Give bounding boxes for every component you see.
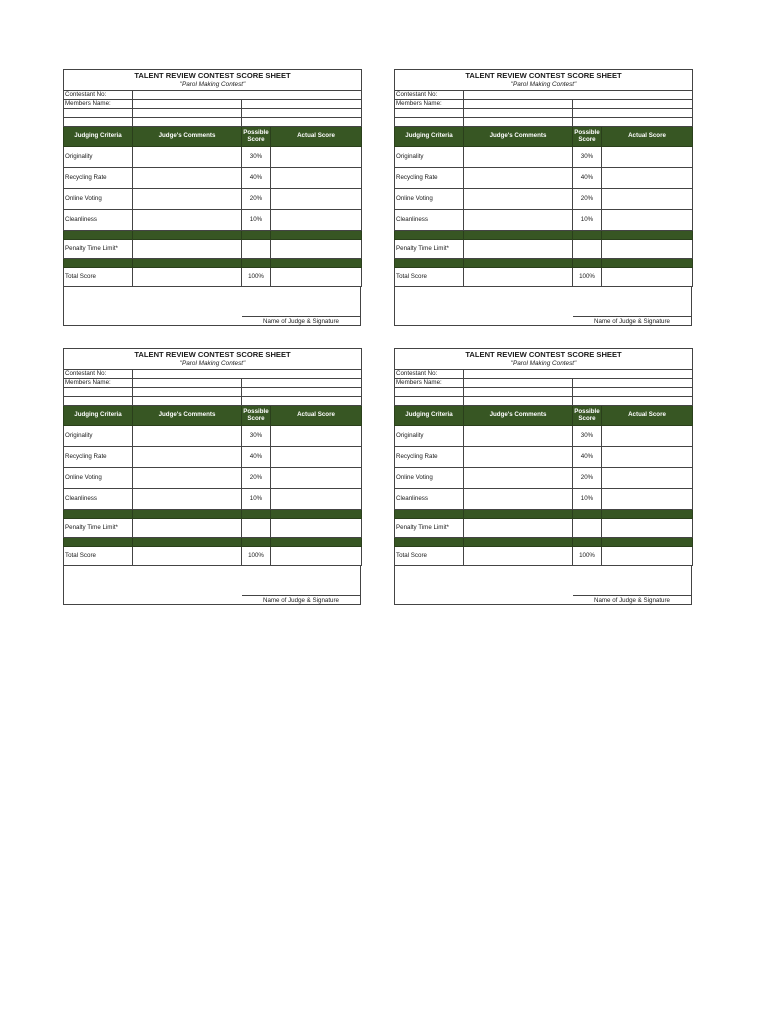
criteria-row [64,210,362,231]
header-possible-score: Possible Score [573,406,602,426]
signature-label: Name of Judge & Signature [593,596,670,604]
penalty-comment-field[interactable] [133,519,242,538]
criteria-name: Recycling Rate [395,168,464,189]
members-name-field[interactable] [464,100,573,109]
actual-score-field[interactable] [602,168,693,189]
signature-label: Name of Judge & Signature [262,596,339,604]
criteria-row [395,468,693,489]
criteria-name: Originality [395,147,464,168]
members-name-field[interactable] [133,100,242,109]
score-table [63,69,362,287]
total-label: Total Score [64,268,133,287]
comment-field[interactable] [133,210,242,231]
score-sheet [394,69,692,326]
members-name-field-3[interactable] [133,118,242,127]
criteria-name: Originality [395,426,464,447]
criteria-row [395,147,693,168]
members-name-field-3-extra[interactable] [573,118,693,127]
contestant-no-label: Contestant No: [64,370,133,379]
green-separator [64,259,362,268]
criteria-name: Online Voting [64,468,133,489]
green-separator [395,259,693,268]
possible-score: 40% [242,168,271,189]
signature-line[interactable] [242,316,360,317]
members-name-label: Members Name: [64,379,133,388]
members-name-field-2[interactable] [464,388,573,397]
header-possible-score: Possible Score [242,127,271,147]
green-separator [64,510,362,519]
penalty-comment-field[interactable] [464,240,573,259]
comment-field[interactable] [464,168,573,189]
comment-field[interactable] [133,426,242,447]
sheet-title: TALENT REVIEW CONTEST SCORE SHEET [395,349,693,361]
possible-score: 40% [573,447,602,468]
contestant-no-field[interactable] [133,370,362,379]
sheet-subtitle: "Parol Making Contest" [64,81,362,91]
blank-cell [395,388,464,397]
criteria-row [64,489,362,510]
criteria-name: Recycling Rate [64,447,133,468]
members-name-field-2-extra[interactable] [573,388,693,397]
score-table [394,348,693,566]
criteria-name: Cleanliness [64,210,133,231]
criteria-row [64,447,362,468]
actual-score-field[interactable] [271,210,362,231]
signature-area [394,566,692,605]
members-name-field-3-extra[interactable] [573,397,693,406]
members-name-field-3-extra[interactable] [242,118,362,127]
comment-field[interactable] [464,447,573,468]
members-name-field-2[interactable] [133,109,242,118]
criteria-name: Online Voting [64,189,133,210]
members-name-field-2-extra[interactable] [573,109,693,118]
comment-field[interactable] [133,489,242,510]
total-label: Total Score [395,268,464,287]
actual-score-field[interactable] [602,210,693,231]
members-name-field-2-extra[interactable] [242,109,362,118]
blank-cell [64,118,133,127]
actual-score-field[interactable] [602,447,693,468]
total-actual-field[interactable] [271,547,362,566]
members-name-field-2-extra[interactable] [242,388,362,397]
possible-score: 20% [242,189,271,210]
comment-field[interactable] [133,147,242,168]
penalty-possible [573,519,602,538]
criteria-row [395,426,693,447]
header-possible-score: Possible Score [573,127,602,147]
comment-field[interactable] [464,147,573,168]
green-separator [64,231,362,240]
actual-score-field[interactable] [271,468,362,489]
total-actual-field[interactable] [271,268,362,287]
criteria-row [395,189,693,210]
comment-field[interactable] [133,189,242,210]
header-actual-score: Actual Score [271,127,362,147]
total-actual-field[interactable] [602,547,693,566]
criteria-row [64,189,362,210]
score-sheet [394,348,692,605]
members-name-field-2[interactable] [133,388,242,397]
total-possible: 100% [242,268,271,287]
contestant-no-label: Contestant No: [64,91,133,100]
possible-score: 30% [573,426,602,447]
comment-field[interactable] [464,189,573,210]
total-label: Total Score [64,547,133,566]
members-name-field-extra[interactable] [573,100,693,109]
penalty-label: Penalty Time Limit* [64,519,133,538]
header-judging-criteria: Judging Criteria [64,127,133,147]
actual-score-field[interactable] [602,468,693,489]
header-judges-comments: Judge's Comments [133,127,242,147]
penalty-possible [573,240,602,259]
penalty-possible [242,240,271,259]
contestant-no-label: Contestant No: [395,370,464,379]
criteria-row [64,147,362,168]
members-name-label: Members Name: [64,100,133,109]
total-comment-field[interactable] [133,268,242,287]
total-label: Total Score [395,547,464,566]
members-name-field-extra[interactable] [242,379,362,388]
possible-score: 10% [573,489,602,510]
header-actual-score: Actual Score [271,406,362,426]
sheet-subtitle: "Parol Making Contest" [395,360,693,370]
score-table [63,348,362,566]
possible-score: 10% [242,489,271,510]
score-sheet [63,348,361,605]
contestant-no-field[interactable] [133,91,362,100]
green-separator [395,510,693,519]
members-name-field-3[interactable] [133,397,242,406]
comment-field[interactable] [464,210,573,231]
total-row [395,547,693,566]
header-judging-criteria: Judging Criteria [395,406,464,426]
header-actual-score: Actual Score [602,406,693,426]
blank-cell [395,109,464,118]
actual-score-field[interactable] [602,489,693,510]
green-separator [64,538,362,547]
header-judges-comments: Judge's Comments [464,127,573,147]
members-name-field-2[interactable] [464,109,573,118]
possible-score: 30% [242,147,271,168]
green-separator [395,231,693,240]
penalty-possible [242,519,271,538]
possible-score: 30% [242,426,271,447]
sheet-title: TALENT REVIEW CONTEST SCORE SHEET [395,70,693,82]
signature-line[interactable] [573,316,691,317]
criteria-name: Online Voting [395,189,464,210]
actual-score-field[interactable] [271,489,362,510]
penalty-label: Penalty Time Limit* [395,519,464,538]
penalty-label: Penalty Time Limit* [395,240,464,259]
penalty-row [395,519,693,538]
actual-score-field[interactable] [602,426,693,447]
blank-cell [64,109,133,118]
members-name-field[interactable] [133,379,242,388]
criteria-name: Online Voting [395,468,464,489]
comment-field[interactable] [133,468,242,489]
sheet-title: TALENT REVIEW CONTEST SCORE SHEET [64,70,362,82]
total-comment-field[interactable] [464,268,573,287]
signature-area [394,287,692,326]
penalty-actual-field[interactable] [602,240,693,259]
actual-score-field[interactable] [271,426,362,447]
members-name-field-extra[interactable] [573,379,693,388]
possible-score: 10% [242,210,271,231]
blank-cell [395,397,464,406]
criteria-name: Originality [64,147,133,168]
criteria-row [64,468,362,489]
total-possible: 100% [242,547,271,566]
possible-score: 40% [242,447,271,468]
penalty-row [64,519,362,538]
header-judges-comments: Judge's Comments [133,406,242,426]
criteria-row [395,489,693,510]
possible-score: 30% [573,147,602,168]
sheet-subtitle: "Parol Making Contest" [64,360,362,370]
score-table [394,69,693,287]
comment-field[interactable] [464,468,573,489]
total-actual-field[interactable] [602,268,693,287]
header-judging-criteria: Judging Criteria [395,127,464,147]
blank-cell [395,118,464,127]
penalty-row [64,240,362,259]
possible-score: 20% [573,468,602,489]
sheet-subtitle: "Parol Making Contest" [395,81,693,91]
total-possible: 100% [573,268,602,287]
penalty-actual-field[interactable] [602,519,693,538]
total-comment-field[interactable] [464,547,573,566]
penalty-actual-field[interactable] [271,519,362,538]
members-name-field-extra[interactable] [242,100,362,109]
members-name-field-3[interactable] [464,397,573,406]
penalty-comment-field[interactable] [133,240,242,259]
penalty-actual-field[interactable] [271,240,362,259]
criteria-name: Cleanliness [395,489,464,510]
comment-field[interactable] [133,447,242,468]
actual-score-field[interactable] [271,168,362,189]
contestant-no-field[interactable] [464,370,693,379]
penalty-label: Penalty Time Limit* [64,240,133,259]
blank-cell [64,397,133,406]
header-actual-score: Actual Score [602,127,693,147]
comment-field[interactable] [464,489,573,510]
signature-line[interactable] [242,595,360,596]
actual-score-field[interactable] [602,189,693,210]
members-name-field-3[interactable] [464,118,573,127]
total-row [64,547,362,566]
contestant-no-label: Contestant No: [395,91,464,100]
possible-score: 20% [573,189,602,210]
actual-score-field[interactable] [271,147,362,168]
members-name-field[interactable] [464,379,573,388]
possible-score: 20% [242,468,271,489]
comment-field[interactable] [133,168,242,189]
score-sheet [63,69,361,326]
actual-score-field[interactable] [271,189,362,210]
signature-label: Name of Judge & Signature [262,317,339,325]
total-row [395,268,693,287]
criteria-row [395,210,693,231]
criteria-name: Recycling Rate [395,447,464,468]
total-possible: 100% [573,547,602,566]
possible-score: 40% [573,168,602,189]
header-judges-comments: Judge's Comments [464,406,573,426]
signature-area [63,566,361,605]
criteria-name: Originality [64,426,133,447]
criteria-name: Recycling Rate [64,168,133,189]
criteria-row [395,447,693,468]
green-separator [395,538,693,547]
header-possible-score: Possible Score [242,406,271,426]
criteria-name: Cleanliness [395,210,464,231]
actual-score-field[interactable] [271,447,362,468]
criteria-row [395,168,693,189]
signature-line[interactable] [573,595,691,596]
actual-score-field[interactable] [602,147,693,168]
penalty-comment-field[interactable] [464,519,573,538]
members-name-field-3-extra[interactable] [242,397,362,406]
total-row [64,268,362,287]
possible-score: 10% [573,210,602,231]
signature-area [63,287,361,326]
blank-cell [64,388,133,397]
criteria-name: Cleanliness [64,489,133,510]
penalty-row [395,240,693,259]
members-name-label: Members Name: [395,100,464,109]
signature-label: Name of Judge & Signature [593,317,670,325]
criteria-row [64,426,362,447]
total-comment-field[interactable] [133,547,242,566]
members-name-label: Members Name: [395,379,464,388]
contestant-no-field[interactable] [464,91,693,100]
sheet-title: TALENT REVIEW CONTEST SCORE SHEET [64,349,362,361]
comment-field[interactable] [464,426,573,447]
header-judging-criteria: Judging Criteria [64,406,133,426]
criteria-row [64,168,362,189]
